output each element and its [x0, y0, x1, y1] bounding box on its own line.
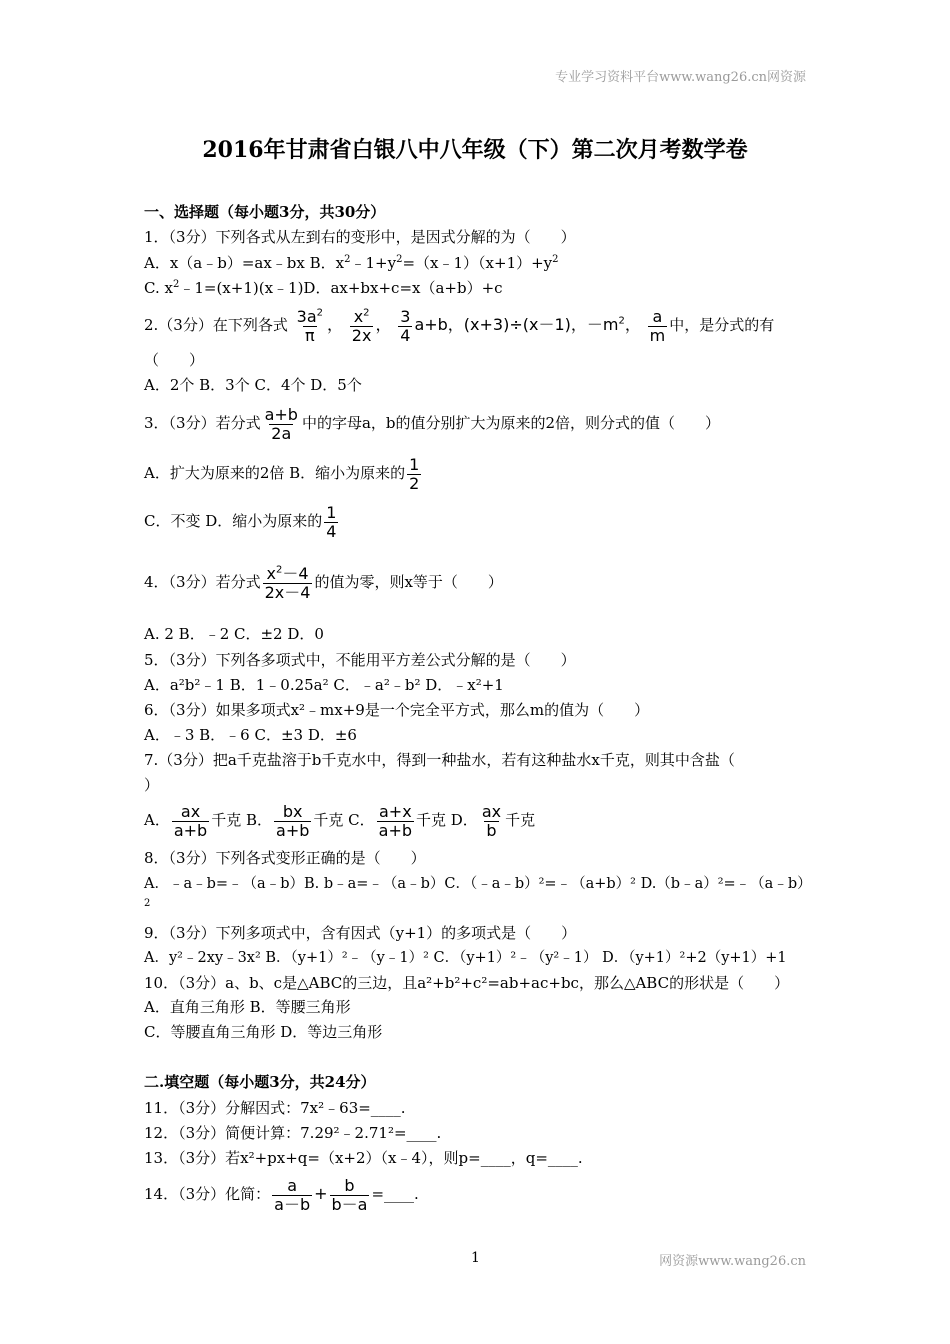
- q14: 14．（3分）化简： $\frac{a}{a-b}$ + $\frac{b}{b-a}$ =____.: [144, 1175, 419, 1214]
- q2-fraction-2: $\frac{x^2}{2x}$: [351, 306, 372, 345]
- section2-heading: 二.填空题（每小题3分，共24分）: [144, 1073, 376, 1091]
- q9-stem: 9．（3分）下列多项式中，含有因式（y+1）的多项式是（ ）: [144, 924, 577, 942]
- q10-options-ab: A．直角三角形 B．等腰三角形: [144, 998, 351, 1016]
- q4-fraction: $\frac{x^2-4}{2x-4}$: [264, 563, 311, 602]
- q9-options: A．y²﹣2xy﹣3x² B．（y+1）²﹣（y﹣1）² C．（y+1）²﹣（y²﹣1） D．（y+1）²+2（y+1）+1: [144, 950, 787, 966]
- q1-stem: 1．（3分）下列各式从左到右的变形中，是因式分解的为（ ）: [144, 228, 576, 246]
- q6-options: A．﹣3 B．﹣6 C．±3 D．±6: [144, 726, 357, 744]
- footer-site: 网资源www.wang26.cn: [659, 1254, 806, 1269]
- q12: 12．（3分）简便计算：7.29²﹣2.71²=____.: [144, 1124, 442, 1142]
- q3-fraction-d: $\frac{1}{4}$: [326, 502, 337, 541]
- q7-stem: 7.（3分）把a千克盐溶于b千克水中，得到一种盐水，若有这种盐水x千克，则其中含盐（: [144, 751, 735, 769]
- q5-options: A．a²b²﹣1 B．1﹣0.25a² C．﹣a²﹣b² D．﹣x²+1: [144, 676, 504, 694]
- section1-heading: 一、选择题（每小题3分，共30分）: [144, 203, 386, 221]
- q1-options-cd: C. $x^2﹣1=(x+1)(x﹣1)D$．ax+bx+c=x（a+b）+c: [144, 279, 503, 297]
- page-title: 2016年甘肃省白银八中八年级（下）第二次月考数学卷: [202, 137, 748, 163]
- q2-options: A．2个 B．3个 C．4个 D．5个: [144, 376, 362, 394]
- q6-stem: 6．（3分）如果多项式x²﹣mx+9是一个完全平方式，那么m的值为（ ）: [144, 701, 650, 719]
- q3-options-ab: A．扩大为原来的2倍 B．缩小为原来的 $\frac{1}{2}$: [144, 454, 420, 493]
- q3-stem: 3．（3分）若分式 $\frac{a+b}{2a}$ 中的字母a，b的值分别扩大为原来的2倍，则分式的值（ ）: [144, 404, 721, 443]
- q2-fraction-3: $\frac{3}{4}$: [400, 306, 411, 345]
- q2-fraction-1: $\frac{3a^2}{\pi}$: [296, 306, 323, 345]
- header-site: 专业学习资料平台www.wang26.cn网资源: [555, 70, 806, 85]
- q14-fraction-1: $\frac{a}{a-b}$: [274, 1175, 311, 1214]
- q4-stem: 4．（3分）若分式 $\frac{x^2-4}{2x-4}$ 的值为零，则x等于（ ）: [144, 563, 503, 602]
- q4-options: A. 2 B．﹣2 C．±2 D．0: [144, 625, 324, 643]
- q7-fraction-b: $\frac{bx}{a+b}$: [276, 801, 310, 840]
- q2-fraction-4: $\frac{a}{m}$: [649, 306, 666, 345]
- q7-fraction-d: $\frac{ax}{b}$: [481, 801, 502, 840]
- q2-paren: （ ）: [144, 351, 205, 369]
- q2-stem: 2.（3分）在下列各式 $\frac{3a^2}{\pi}$ ， $\frac{x^2}{2x}$ ， $\frac{3}{4}$ a+b，(x+3)÷(x－1)，$-m^2$， $\frac{a}{m}$ 中，是分式的有: [144, 306, 775, 345]
- q8-wrap: 2: [144, 898, 151, 909]
- q3-fraction-b: $\frac{1}{2}$: [409, 454, 420, 493]
- q3-options-cd: C．不变 D．缩小为原来的 $\frac{1}{4}$: [144, 502, 337, 541]
- q1-options-ab: A．x（a﹣b）=ax﹣bx B．$x^2﹣1+y^2=(x﹣1)(x+1)+y^2$: [144, 254, 559, 272]
- q7-fraction-c: $\frac{a+x}{a+b}$: [378, 801, 413, 840]
- q8-stem: 8．（3分）下列各式变形正确的是（ ）: [144, 849, 426, 867]
- q7-options: A． $\frac{ax}{a+b}$ 千克 B． $\frac{bx}{a+b}$ 千克 C． $\frac{a+x}{a+b}$ 千克 D． $\frac{ax}{b}$ 千克: [144, 801, 536, 840]
- q10-stem: 10．（3分）a、b、c是△ABC的三边，且a²+b²+c²=ab+ac+bc，那么△ABC的形状是（ ）: [144, 974, 790, 992]
- q3-fraction: $\frac{a+b}{2a}$: [264, 404, 298, 443]
- q11: 11．（3分）分解因式：7x²﹣63=____.: [144, 1099, 406, 1117]
- q13: 13．（3分）若x²+px+q=（x+2）（x﹣4），则p=____，q=____.: [144, 1149, 583, 1167]
- q5-stem: 5．（3分）下列各多项式中，不能用平方差公式分解的是（ ）: [144, 651, 576, 669]
- q14-fraction-2: $\frac{b}{b-a}$: [331, 1175, 368, 1214]
- page-number: 1: [471, 1250, 480, 1266]
- q8-options: A．﹣a﹣b=﹣（a﹣b）B. b﹣a=﹣（a﹣b）C．（﹣a﹣b）²=﹣（a+b）² D.（b﹣a）²=﹣（a﹣b）: [144, 876, 812, 892]
- q7-stem-wrap: ）: [144, 776, 160, 794]
- q7-fraction-a: $\frac{ax}{a+b}$: [173, 801, 208, 840]
- q10-options-cd: C．等腰直角三角形 D．等边三角形: [144, 1023, 383, 1041]
